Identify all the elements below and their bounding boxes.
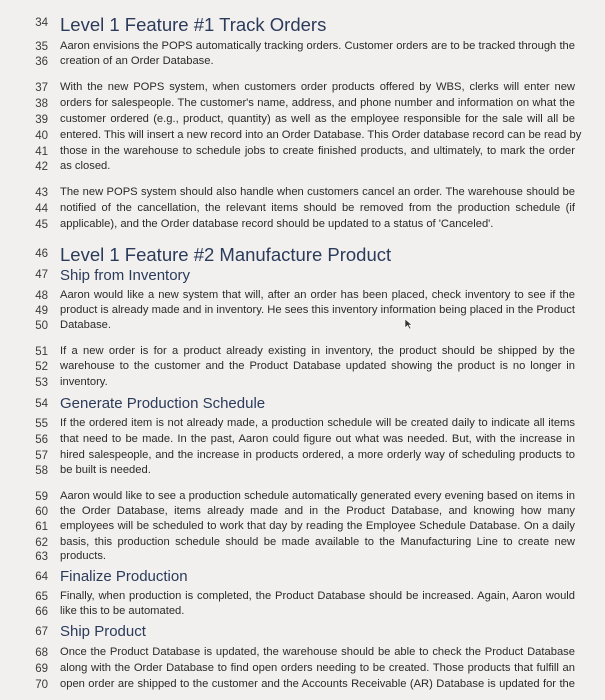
line-number: 55 xyxy=(35,418,48,430)
section-heading: Ship Product xyxy=(60,623,146,640)
line-number: 60 xyxy=(35,506,48,518)
body-text-line: like this to be automated. xyxy=(60,605,185,617)
line-number: 35 xyxy=(35,41,48,53)
body-text-line: be built is needed. xyxy=(60,464,151,476)
line-number: 52 xyxy=(35,361,48,373)
body-text-line: entered. This will insert a new record into an Order Database. This Order database record can be read by xyxy=(60,129,582,141)
line-number: 36 xyxy=(35,56,48,68)
line-number: 57 xyxy=(35,450,48,462)
line-number: 59 xyxy=(35,491,48,503)
mouse-cursor-icon xyxy=(404,318,413,330)
body-text-line: Finally, when production is completed, the Product Database should be increased. Again, Aaron would xyxy=(60,590,575,602)
body-text-line: warehouse to the customer and the Product Database updated showing the product is no longer in xyxy=(60,360,575,372)
line-number: 67 xyxy=(35,626,48,638)
section-heading: Ship from Inventory xyxy=(60,267,191,284)
line-number: 61 xyxy=(35,521,48,533)
body-text-line: The new POPS system should also handle when customers cancel an order. The warehouse should be xyxy=(60,186,575,198)
line-number: 38 xyxy=(35,98,48,110)
line-number: 42 xyxy=(35,161,48,173)
line-number: 53 xyxy=(35,377,48,389)
line-number: 46 xyxy=(35,248,48,260)
line-number: 65 xyxy=(35,591,48,603)
body-text-line: notified of the cancellation, the relevant items should be removed from the production schedule (if xyxy=(60,202,575,214)
body-text-line: Database. xyxy=(60,319,111,331)
line-number: 45 xyxy=(35,219,48,231)
line-number: 48 xyxy=(35,290,48,302)
line-number: 37 xyxy=(35,82,48,94)
body-text-line: Aaron would like to see a production schedule automatically generated every evening based on items in xyxy=(60,490,575,502)
line-number: 54 xyxy=(35,398,48,410)
line-number: 39 xyxy=(35,114,48,126)
body-text-line: basis, this production schedule should be made available to the Manufacturing Line to create new xyxy=(60,536,575,548)
body-text-line: If a new order is for a product already existing in inventory, the product should be shipped by the xyxy=(60,345,575,357)
line-number: 44 xyxy=(35,203,48,215)
body-text-line: If the ordered item is not already made, a production schedule will be created daily to indicate all items xyxy=(60,417,575,429)
body-text-line: as closed. xyxy=(60,160,111,172)
line-number: 64 xyxy=(35,571,48,583)
body-text-line: the Order Database, items already made and in the Product Database, and knowing how many xyxy=(60,505,575,517)
body-text-line: customer ordered (e.g., product, quantity) as well as the employee responsible for the sale will all be xyxy=(60,113,575,125)
body-text-line: Aaron envisions the POPS automatically tracking orders. Customer orders are to be tracked through the xyxy=(60,40,575,52)
body-text-line: orders for salespeople. The customer's name, address, and phone number and information on what the xyxy=(60,97,575,109)
line-number: 70 xyxy=(35,679,48,691)
line-number: 50 xyxy=(35,320,48,332)
line-number: 69 xyxy=(35,663,48,675)
line-number: 34 xyxy=(35,17,48,29)
section-heading: Generate Production Schedule xyxy=(60,395,266,412)
body-text-line: open order are shipped to the customer and the Accounts Receivable (AR) Database is updated for the xyxy=(60,678,575,690)
body-text-line: inventory. xyxy=(60,376,108,388)
body-text-line: product is already made and in inventory. He sees this inventory information being placed in the Product xyxy=(60,304,575,316)
line-number: 41 xyxy=(35,146,48,158)
body-text-line: along with the Order Database to find open orders needing to be created. Those products that fulfill an xyxy=(60,662,575,674)
body-text-line: those in the warehouse to schedule jobs to create finished products, and ultimately, to mark the order xyxy=(60,145,575,157)
section-heading: Finalize Production xyxy=(60,568,188,585)
body-text-line: With the new POPS system, when customers order products offered by WBS, clerks will enter new xyxy=(60,81,575,93)
body-text-line: employees will be scheduled to work that day by reading the Employee Schedule Database. On a daily xyxy=(60,520,575,532)
line-number: 51 xyxy=(35,346,48,358)
body-text-line: products. xyxy=(60,550,107,562)
line-number: 56 xyxy=(35,434,48,446)
body-text-line: creation of an Order Database. xyxy=(60,55,214,67)
line-number: 68 xyxy=(35,647,48,659)
line-number: 63 xyxy=(35,551,48,563)
body-text-line: that need to be made. In the past, Aaron could figure out what was needed. But, with the increase in xyxy=(60,433,575,445)
line-number: 47 xyxy=(35,269,48,281)
line-number: 43 xyxy=(35,187,48,199)
body-text-line: Aaron would like a new system that will, after an order has been placed, check inventory to see if the xyxy=(60,289,575,301)
line-number: 58 xyxy=(35,465,48,477)
body-text-line: hired salespeople, and the increase in products ordered, a more orderly way of scheduling products to xyxy=(60,449,575,461)
body-text-line: Once the Product Database is updated, the warehouse should be able to check the Product Database xyxy=(60,646,575,658)
line-number: 62 xyxy=(35,537,48,549)
line-number: 66 xyxy=(35,606,48,618)
line-number: 40 xyxy=(35,130,48,142)
line-number: 49 xyxy=(35,305,48,317)
body-text-line: applicable), and the Order database record should be updated to a status of 'Canceled'. xyxy=(60,218,494,230)
section-heading: Level 1 Feature #1 Track Orders xyxy=(60,14,327,35)
section-heading: Level 1 Feature #2 Manufacture Product xyxy=(60,244,392,265)
